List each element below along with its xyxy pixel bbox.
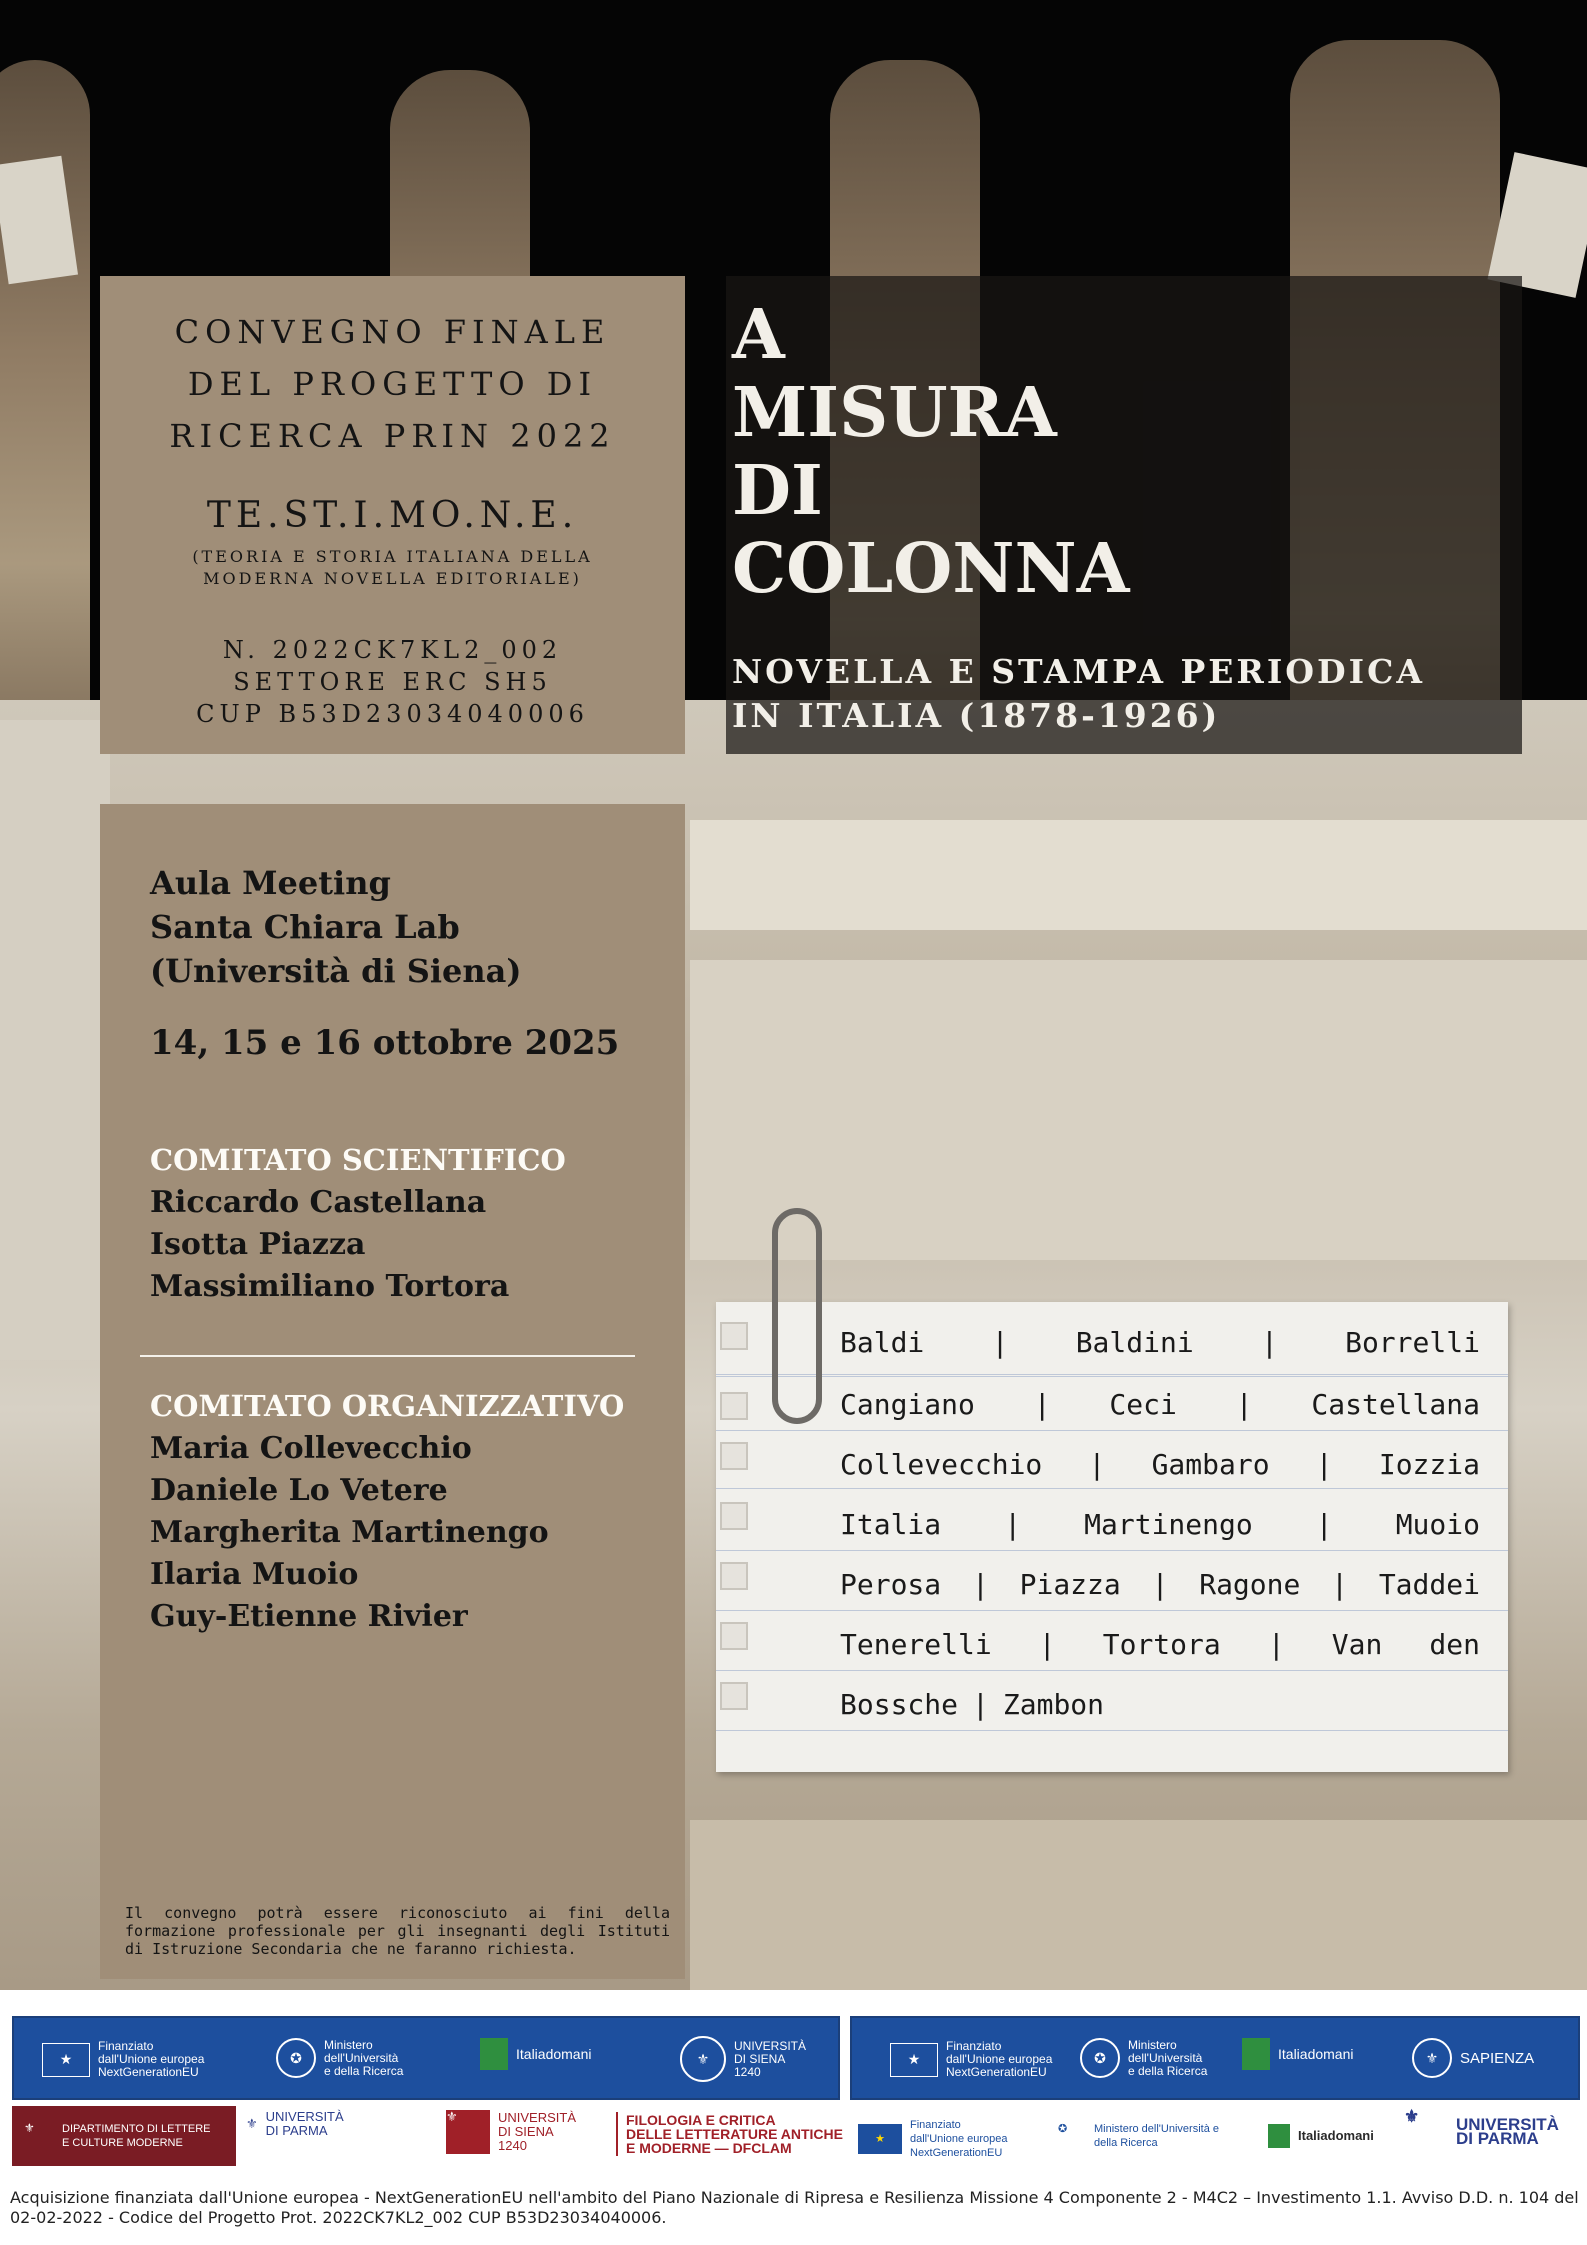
separator: | (1315, 1448, 1333, 1481)
title-line: COLONNA (732, 529, 1130, 609)
separator: | (1004, 1508, 1022, 1541)
unipr-seal-icon: ⚜ (1404, 2107, 1420, 2126)
separator: | (1331, 1568, 1349, 1601)
speaker-name: Muoio (1395, 1508, 1480, 1541)
notebook-hole (720, 1392, 748, 1420)
ruled-line (716, 1670, 1508, 1671)
logo-text: e della Ricerca (324, 2063, 404, 2078)
speaker-name: Iozzia (1378, 1448, 1480, 1481)
handwritten-letter-paper (690, 960, 1587, 1260)
dipartimento-lettere-logo (12, 2106, 236, 2166)
conference-heading-line: CONVEGNO FINALE (174, 313, 611, 351)
logo-text: NextGenerationEU (946, 2065, 1047, 2079)
logo-text: E MODERNE — DFCLAM (626, 2140, 792, 2156)
section-divider (140, 1355, 635, 1357)
italiadomani-icon (1268, 2124, 1290, 2148)
sapienza-logo (1412, 2038, 1534, 2078)
speaker-name: Tenerelli (840, 1628, 992, 1661)
speaker-name: Baldi (840, 1326, 925, 1359)
title-line: MISURA (732, 373, 1057, 453)
speaker-row (840, 1448, 1480, 1481)
notebook-hole (720, 1502, 748, 1530)
italiadomani-logo (480, 2038, 592, 2070)
unisi-logo (680, 2036, 806, 2082)
speaker-name: Van (1331, 1628, 1383, 1661)
project-info-panel (100, 276, 685, 754)
dfclam-icon (616, 2112, 618, 2156)
speaker-name: Bossche (840, 1688, 959, 1721)
committee-member: Maria Collevecchio (150, 1431, 472, 1466)
teacher-training-note: Il convegno potrà essere riconosciuto ai fini della formazione professionale per gli insegnanti degli Istituti di Istruzione Secondaria che ne faranno richiesta. (125, 1904, 670, 1958)
speaker-name: Perosa (840, 1568, 942, 1601)
committee-member: Riccardo Castellana (150, 1185, 487, 1220)
separator: | (1088, 1448, 1106, 1481)
logo-text: 1240 (498, 2138, 527, 2153)
notebook-hole (720, 1562, 748, 1590)
logo-text: Finanziato (910, 2119, 961, 2131)
venue-committee-panel (100, 804, 685, 1979)
logo-text: Ministero (1128, 2037, 1177, 2052)
acronym-expansion-line: MODERNA NOVELLA EDITORIALE) (203, 569, 582, 588)
logo-text: dall'Unione europea (946, 2052, 1053, 2066)
italiadomani-logo (1268, 2124, 1374, 2148)
notebook-hole (720, 1442, 748, 1470)
unisi-seal-icon: ⚜ (446, 2110, 490, 2154)
speaker-row (840, 1388, 1480, 1421)
logo-text: dall'Unione europea (98, 2052, 205, 2066)
sponsor-bar-sapienza (850, 2016, 1580, 2100)
logo-text: UNIVERSITÀ (734, 2038, 807, 2053)
funding-statement: Acquisizione finanziata dall'Unione europea - NextGenerationEU nell'ambito del Piano Nazionale di Ripresa e Resilienza Missione 4 Componente 2 - M4C2 – Investimento 1.1. Avviso D.D. n. 104 del 02-02-2022 - Codice del Progetto Prot. 2022CK7KL2_002 CUP B53D23034040006. (10, 2188, 1579, 2227)
logo-text: Ministero dell'Università e (1094, 2123, 1219, 2135)
speaker-row (840, 1628, 1480, 1661)
speaker-name: den (1429, 1628, 1480, 1661)
committee-member: Daniele Lo Vetere (150, 1473, 448, 1508)
ruled-line (716, 1374, 1508, 1375)
speaker-name: Piazza (1019, 1568, 1121, 1601)
ruled-line (716, 1730, 1508, 1731)
scientific-committee-heading: COMITATO SCIENTIFICO (150, 1143, 566, 1177)
logo-text: Italiadomani (1298, 2128, 1374, 2143)
conference-heading-line: DEL PROGETTO DI (187, 365, 598, 403)
torn-paper-strip (690, 1820, 1587, 1990)
project-code-line: SETTORE ERC SH5 (233, 668, 552, 696)
venue-line: Santa Chiara Lab (150, 908, 460, 946)
venue-line: (Università di Siena) (150, 952, 522, 990)
speaker-name: Ragone (1199, 1568, 1301, 1601)
speaker-name: Cangiano (840, 1388, 975, 1421)
title-panel (726, 276, 1522, 754)
separator: | (971, 1568, 989, 1601)
committee-member: Margherita Martinengo (150, 1515, 549, 1550)
sponsor-logos-footer (0, 1990, 1587, 2245)
unisi-red-logo (446, 2110, 576, 2154)
logo-text: NextGenerationEU (98, 2065, 199, 2079)
logo-text: DI SIENA (734, 2051, 786, 2066)
logo-text: NextGenerationEU (910, 2147, 1003, 2159)
subtitle-line: NOVELLA E STAMPA PERIODICA (732, 652, 1425, 691)
ministero-seal-icon: ✪ (276, 2038, 316, 2078)
sponsor-bar-unisi (12, 2016, 840, 2100)
separator: | (991, 1326, 1009, 1359)
logo-text: Finanziato (98, 2039, 154, 2053)
ruled-line (716, 1430, 1508, 1431)
speaker-name: Zambon (1002, 1688, 1105, 1721)
ministero-seal-icon: ✪ (1058, 2123, 1068, 2135)
eu-logo (858, 2118, 1008, 2160)
speaker-row (840, 1326, 1480, 1359)
logo-text: dell'Università (1128, 2050, 1203, 2065)
unisi-dipartimento-icon: ⚜ (24, 2121, 35, 2135)
eu-logo (890, 2040, 1052, 2079)
logo-text: Ministero (324, 2037, 373, 2052)
logo-text: Italiadomani (516, 2045, 592, 2062)
eu-flag-icon: ★ (858, 2124, 902, 2154)
separator: | (1267, 1628, 1285, 1661)
eu-flag-icon: ★ (890, 2043, 938, 2077)
speaker-name: Gambaro (1151, 1448, 1270, 1481)
logo-text: SAPIENZA (1460, 2049, 1535, 2067)
logo-text: Finanziato (946, 2039, 1002, 2053)
acronym-expansion-line: (TEORIA E STORIA ITALIANA DELLA (192, 547, 593, 566)
paperclip-icon (772, 1208, 822, 1424)
dfclam-logo (616, 2112, 843, 2156)
torn-newspaper-strip (0, 720, 110, 1360)
speaker-name: Ceci (1109, 1388, 1177, 1421)
logo-text: dall'Unione europea (910, 2133, 1008, 2145)
title-line: DI (732, 451, 823, 531)
separator: | (1260, 1326, 1278, 1359)
logo-text: della Ricerca (1094, 2137, 1158, 2149)
ministero-seal-icon: ✪ (1080, 2038, 1120, 2078)
speakers-notebook-page (716, 1302, 1508, 1772)
speaker-name: Castellana (1311, 1388, 1480, 1421)
logo-text: DELLE LETTERATURE ANTICHE (626, 2126, 843, 2142)
separator: | (1033, 1388, 1051, 1421)
ministero-logo (1058, 2122, 1219, 2150)
logo-text: UNIVERSITÀ (265, 2109, 344, 2124)
unipr-seal-icon: ⚜ (246, 2116, 258, 2131)
organizing-committee-heading: COMITATO ORGANIZZATIVO (150, 1389, 625, 1423)
logo-text: DI SIENA (498, 2124, 554, 2139)
committee-member: Isotta Piazza (150, 1227, 366, 1262)
separator: | (1235, 1388, 1253, 1421)
conference-heading-line: RICERCA PRIN 2022 (169, 417, 616, 455)
logo-text: UNIVERSITÀ (498, 2110, 577, 2125)
logo-text: dell'Università (324, 2050, 399, 2065)
sapienza-seal-icon: ⚜ (1412, 2038, 1452, 2078)
torn-newspaper-strip (690, 820, 1587, 930)
unipr-logo (1404, 2107, 1559, 2154)
main-title (732, 296, 1292, 608)
speaker-name: Taddei (1378, 1568, 1480, 1601)
logo-text: FILOLOGIA E CRITICA (626, 2112, 776, 2128)
project-code-line: N. 2022CK7KL2_002 (222, 636, 563, 664)
unipr-logo (246, 2110, 344, 2138)
notebook-hole (720, 1322, 748, 1350)
ruled-line (716, 1610, 1508, 1611)
speaker-row (840, 1688, 1480, 1721)
unisi-seal-icon: ⚜ (680, 2036, 726, 2082)
ministero-logo (276, 2038, 403, 2078)
speaker-name: Italia (840, 1508, 942, 1541)
eu-logo (42, 2040, 204, 2079)
logo-text: DI PARMA (1456, 2129, 1539, 2148)
logo-text: 1240 (734, 2064, 761, 2079)
logo-text: UNIVERSITÀ (1456, 2115, 1559, 2134)
subtitle-line: IN ITALIA (1878-1926) (732, 696, 1221, 735)
project-code-line: CUP B53D23034040006 (196, 700, 589, 728)
logo-text: Italiadomani (1278, 2045, 1354, 2062)
notebook-hole (720, 1622, 748, 1650)
title-line: A (732, 295, 785, 375)
speaker-row (840, 1568, 1480, 1601)
logo-text: DI PARMA (265, 2123, 328, 2138)
ruled-line (716, 1550, 1508, 1551)
subtitle (732, 650, 1512, 738)
italiadomani-logo (1242, 2038, 1354, 2070)
speaker-name: Baldini (1075, 1326, 1194, 1359)
logo-text: E CULTURE MODERNE (62, 2137, 183, 2149)
logo-text: e della Ricerca (1128, 2063, 1208, 2078)
speaker-row (840, 1508, 1480, 1541)
separator: | (1151, 1568, 1169, 1601)
separator: | (972, 1688, 989, 1721)
venue-line: Aula Meeting (150, 864, 391, 902)
speaker-name: Tortora (1102, 1628, 1221, 1661)
ministero-logo (1080, 2038, 1207, 2078)
ruled-line (716, 1376, 1508, 1377)
committee-member: Massimiliano Tortora (150, 1269, 510, 1304)
conference-dates: 14, 15 e 16 ottobre 2025 (150, 1023, 620, 1063)
italiadomani-icon (480, 2038, 508, 2070)
logo-text: DIPARTIMENTO DI LETTERE (62, 2123, 211, 2135)
notebook-hole (720, 1682, 748, 1710)
separator: | (1315, 1508, 1333, 1541)
speaker-name: Collevecchio (840, 1448, 1043, 1481)
committee-member: Ilaria Muoio (150, 1557, 359, 1592)
project-acronym: TE.ST.I.MO.N.E. (206, 495, 579, 536)
italiadomani-icon (1242, 2038, 1270, 2070)
speaker-name: Martinengo (1084, 1508, 1253, 1541)
speaker-name: Borrelli (1345, 1326, 1480, 1359)
eu-flag-icon: ★ (42, 2043, 90, 2077)
ruled-line (716, 1488, 1508, 1489)
separator: | (1038, 1628, 1056, 1661)
committee-member: Guy-Etienne Rivier (150, 1599, 468, 1634)
